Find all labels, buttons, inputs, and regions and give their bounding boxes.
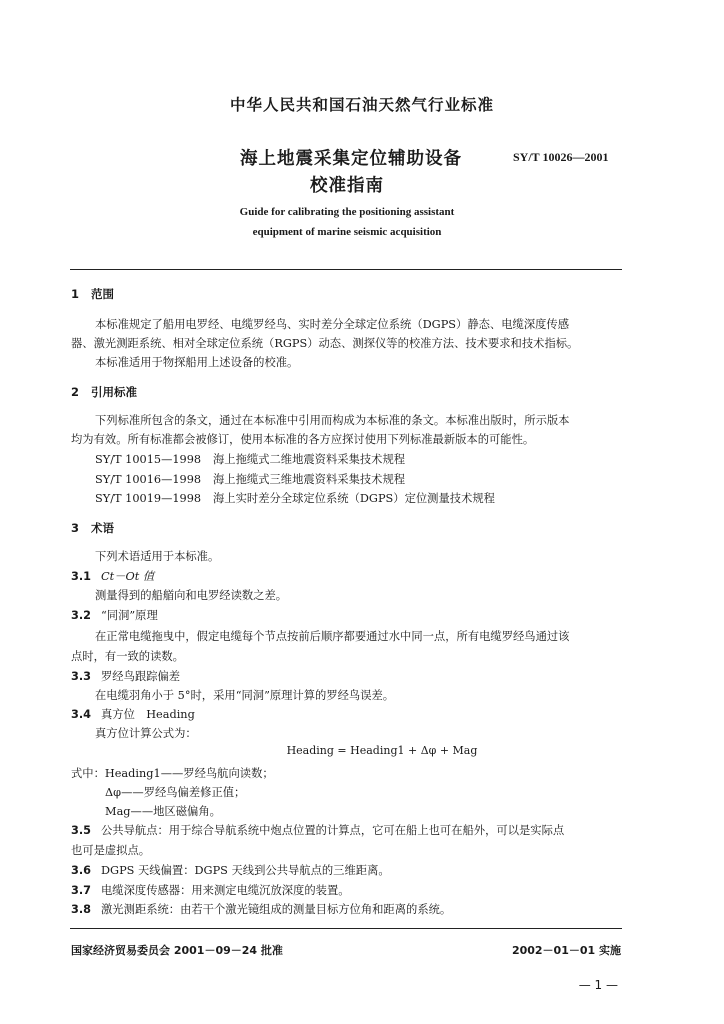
industry-standard-heading: 中华人民共和国石油天然气行业标准 [229,96,494,114]
term-number: 3.8 [71,903,92,916]
section-title: 范围 [91,287,114,301]
term-3-7 [71,882,350,898]
reference-code: SY/T 10019—1998 [95,492,202,505]
term-name: 罗经鸟跟踪偏差 [101,670,181,683]
heading-formula: Heading = Heading1 + Δφ + Mag [286,744,478,757]
term-3-1 [71,568,154,584]
standard-number: SY/T 10026—2001 [513,150,609,164]
scope-paragraph-2: 本标准适用于物探船用上述设备的校准。 [95,356,299,369]
term-text: DGPS 天线偏置：DGPS 天线到公共导航点的三维距离。 [101,864,390,877]
document-title-line1: 海上地震采集定位辅助设备 [240,149,462,169]
reference-title: 海上实时差分全球定位系统（DGPS）定位测量技术规程 [213,492,495,505]
term-text: 电缆深度传感器：用来测定电缆沉放深度的装置。 [101,884,350,897]
term-3-1-definition: 测量得到的船艏向和电罗经读数之差。 [95,589,288,602]
term-3-3 [71,668,180,684]
footer-divider [70,928,622,929]
term-number: 3.6 [71,864,92,877]
term-3-3-definition: 在电缆羽角小于 5°时，采用“同洞”原理计算的罗经鸟误差。 [95,689,395,702]
reference-title: 海上拖缆式二维地震资料采集技术规程 [213,453,406,466]
section-number: 2 [71,385,80,399]
page-number: — 1 — [578,978,618,992]
term-3-5-line2: 也可是虚拟点。 [71,844,151,857]
term-name: Ct－Ot 值 [101,570,155,583]
reference-item [95,471,405,487]
reference-code: SY/T 10016—1998 [95,473,202,486]
reference-item [95,490,495,506]
section-number: 1 [71,287,80,301]
scope-paragraph-line2: 器、激光测距系统、相对全球定位系统（RGPS）动态、测探仪等的校准方法、技术要求和技术指标。 [71,337,579,350]
reference-code: SY/T 10015—1998 [95,453,202,466]
term-3-8 [71,901,451,917]
approval-date: 国家经济贸易委员会 2001－09－24 批准 [71,944,283,957]
english-title-line1: Guide for calibrating the positioning assistant [239,206,455,218]
formula-where-3: Mag——地区磁偏角。 [105,805,221,818]
term-text: 公共导航点：用于综合导航系统中炮点位置的计算点，它可在船上也可在船外，可以是实际点 [101,824,565,837]
term-text: 激光测距系统：由若干个激光镜组成的测量目标方位角和距离的系统。 [101,903,452,916]
references-paragraph-line2: 均为有效。所有标准都会被修订，使用本标准的各方应探讨使用下列标准最新版本的可能性。 [71,433,535,446]
section-title: 术语 [91,521,114,535]
section-number: 3 [71,521,80,535]
term-3-4 [71,706,195,722]
formula-intro: 真方位计算公式为： [95,727,197,740]
term-3-2-definition-line1: 在正常电缆拖曳中，假定电缆每个节点按前后顺序都要通过水中同一点，所有电缆罗经鸟通过该 [95,630,570,643]
terms-intro: 下列术语适用于本标准。 [95,550,220,563]
formula-where-1: 式中：Heading1——罗经鸟航向读数； [71,767,274,780]
section-title: 引用标准 [91,385,137,399]
reference-item [95,451,405,467]
term-name: “同洞”原理 [101,609,158,622]
term-name: 真方位 Heading [101,708,195,721]
english-title-line2: equipment of marine seismic acquisition [252,226,442,238]
term-3-2 [71,607,158,623]
scope-paragraph-line1: 本标准规定了船用电罗经、电缆罗经鸟、实时差分全球定位系统（DGPS）静态、电缆深度传感 [95,318,570,331]
term-number: 3.4 [71,708,92,721]
term-number: 3.5 [71,824,92,837]
term-number: 3.7 [71,884,92,897]
formula-where-2: Δφ——罗经鸟偏差修正值； [105,786,246,799]
term-3-6 [71,862,390,878]
section-heading-terms [71,520,114,536]
term-number: 3.1 [71,570,92,583]
header-divider [70,269,622,270]
document-title-line2: 校准指南 [310,176,384,196]
section-heading-scope [71,286,114,302]
section-heading-references [71,384,137,400]
implementation-date: 2002－01－01 实施 [511,944,621,957]
term-number: 3.2 [71,609,92,622]
references-paragraph-line1: 下列标准所包含的条文，通过在本标准中引用而构成为本标准的条文。本标准出版时，所示版本 [95,414,570,427]
reference-title: 海上拖缆式三维地震资料采集技术规程 [213,473,406,486]
term-3-2-definition-line2: 点时，有一致的读数。 [71,650,184,663]
term-number: 3.3 [71,670,92,683]
term-3-5 [71,822,564,838]
